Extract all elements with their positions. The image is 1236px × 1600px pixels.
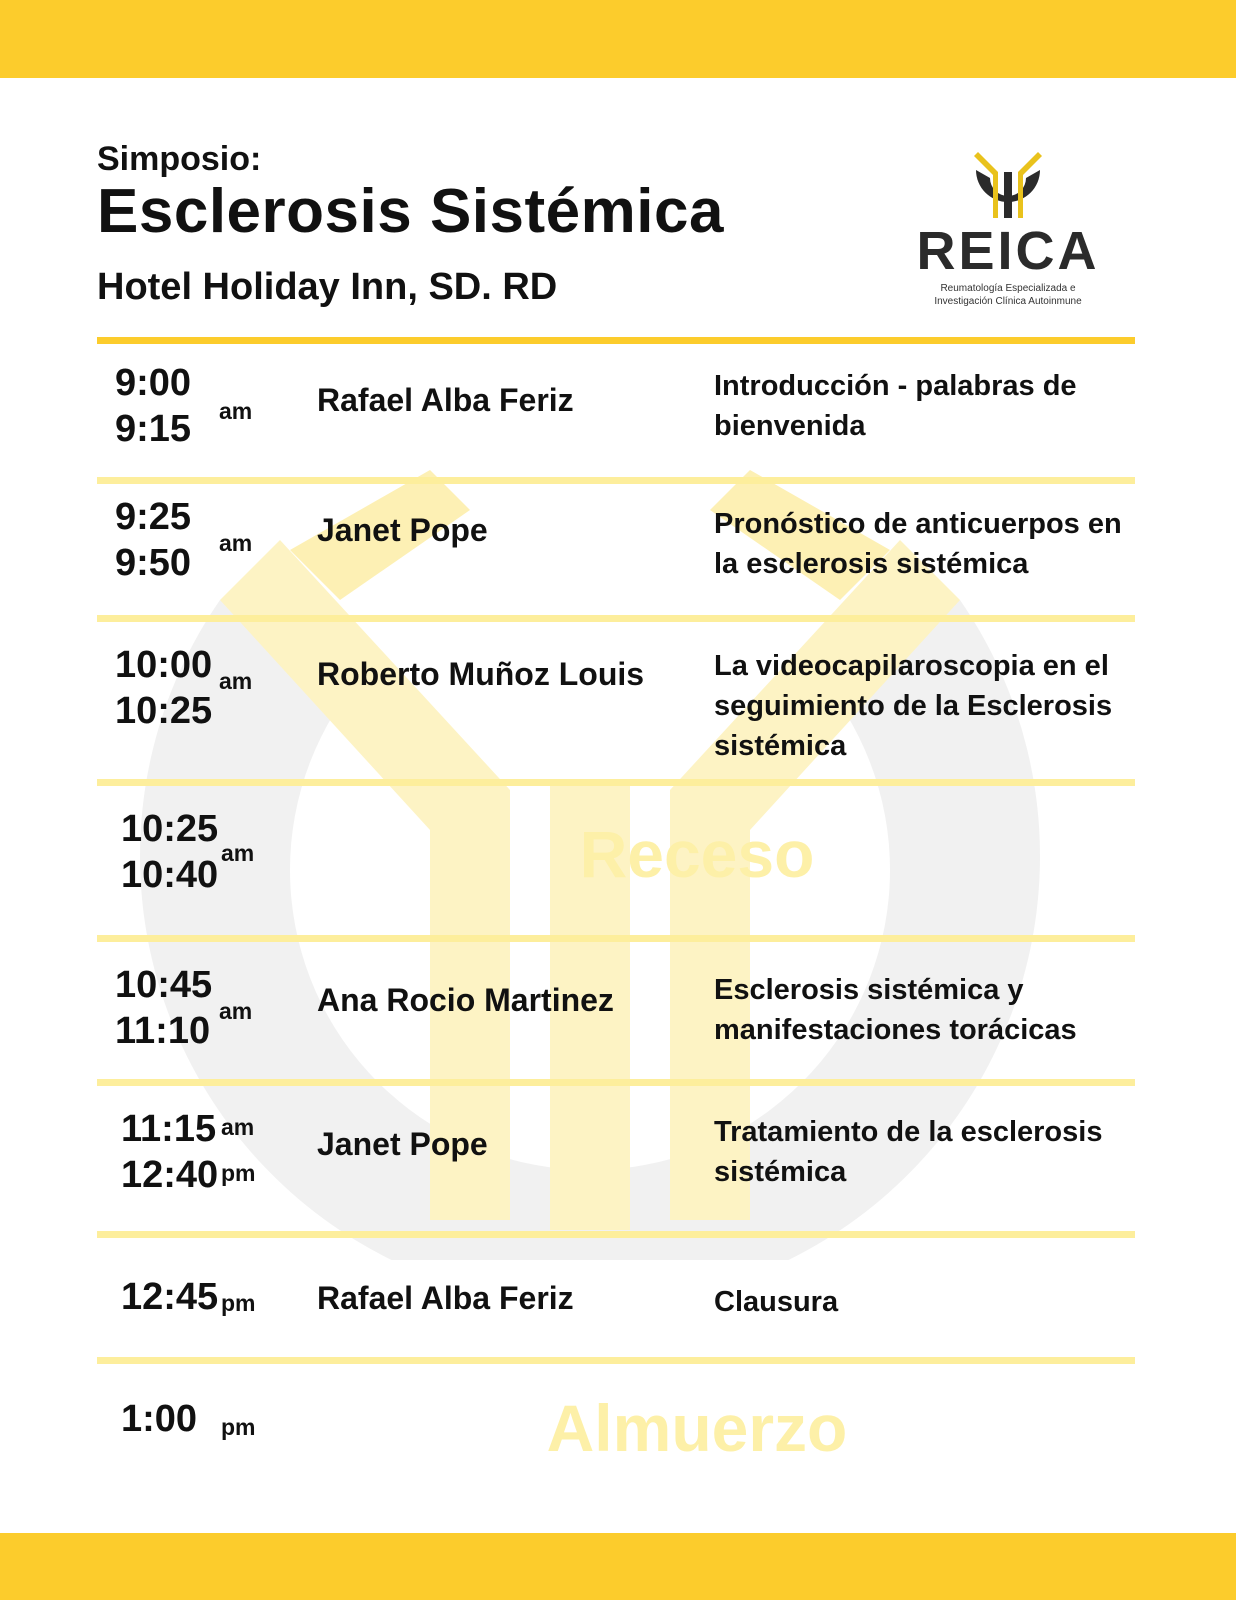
logo-wordmark: REICA bbox=[916, 221, 1100, 281]
schedule-row bbox=[97, 622, 1135, 786]
top-accent-band bbox=[0, 0, 1236, 78]
time-period: am bbox=[219, 530, 253, 556]
session-topic: Esclerosis sistémica y manifestaciones torácicas bbox=[714, 974, 1077, 1046]
break-row bbox=[97, 1364, 1135, 1504]
schedule-row bbox=[97, 344, 1135, 484]
header-divider bbox=[97, 337, 1135, 344]
break-row bbox=[97, 786, 1135, 942]
time-range: 9:00 9:15 bbox=[115, 362, 192, 450]
event-kicker: Simposio: bbox=[97, 140, 262, 178]
row-divider bbox=[97, 477, 1135, 484]
schedule-row bbox=[97, 484, 1135, 622]
break-label: Receso bbox=[579, 817, 815, 891]
time-period-end: pm bbox=[221, 1160, 256, 1186]
row-divider bbox=[97, 1357, 1135, 1364]
time-range: 11:15 12:40 bbox=[121, 1108, 219, 1196]
time-range: 10:45 11:10 bbox=[115, 964, 213, 1052]
bottom-accent-band bbox=[0, 1533, 1236, 1600]
session-topic: Clausura bbox=[714, 1286, 839, 1318]
speaker-name: Roberto Muñoz Louis bbox=[317, 656, 645, 692]
schedule-row bbox=[97, 942, 1135, 1086]
row-divider bbox=[97, 615, 1135, 622]
logo-subtitle: Reumatología Especializada e Investigación Clínica Autoinmune bbox=[934, 283, 1082, 307]
time-period: am bbox=[219, 998, 253, 1024]
speaker-name: Janet Pope bbox=[317, 1126, 488, 1162]
time-period: am bbox=[219, 398, 253, 424]
session-topic: Tratamiento de la esclerosis sistémica bbox=[714, 1116, 1103, 1188]
schedule-row bbox=[97, 1238, 1135, 1364]
speaker-name: Janet Pope bbox=[317, 512, 488, 548]
time-range: 12:45 bbox=[121, 1276, 219, 1318]
speaker-name: Rafael Alba Feriz bbox=[317, 382, 574, 418]
row-divider bbox=[97, 779, 1135, 786]
time-range: 10:25 10:40 bbox=[121, 808, 219, 896]
session-topic: Introducción - palabras de bienvenida bbox=[714, 370, 1077, 442]
row-divider bbox=[97, 1231, 1135, 1238]
event-title: Esclerosis Sistémica bbox=[97, 177, 724, 246]
reica-logo bbox=[908, 148, 1108, 318]
session-topic: Pronóstico de anticuerpos en la esclerosis sistémica bbox=[714, 508, 1122, 580]
time-period: am bbox=[221, 840, 255, 866]
time-range: 1:00 bbox=[121, 1398, 198, 1440]
session-topic: La videocapilaroscopia en el seguimiento de la Esclerosis sistémica bbox=[714, 650, 1113, 762]
speaker-name: Ana Rocio Martinez bbox=[317, 982, 614, 1018]
time-period: pm bbox=[221, 1414, 256, 1440]
time-range: 10:00 10:25 bbox=[115, 644, 213, 732]
time-period: am bbox=[219, 668, 253, 694]
schedule-row bbox=[97, 1086, 1135, 1238]
time-period: pm bbox=[221, 1290, 256, 1316]
speaker-name: Rafael Alba Feriz bbox=[317, 1280, 574, 1316]
break-label: Almuerzo bbox=[546, 1391, 848, 1465]
event-venue: Hotel Holiday Inn, SD. RD bbox=[97, 266, 558, 308]
time-period-start: am bbox=[221, 1114, 255, 1140]
row-divider bbox=[97, 935, 1135, 942]
reica-emblem-icon bbox=[968, 148, 1048, 220]
time-range: 9:25 9:50 bbox=[115, 496, 192, 584]
row-divider bbox=[97, 1079, 1135, 1086]
